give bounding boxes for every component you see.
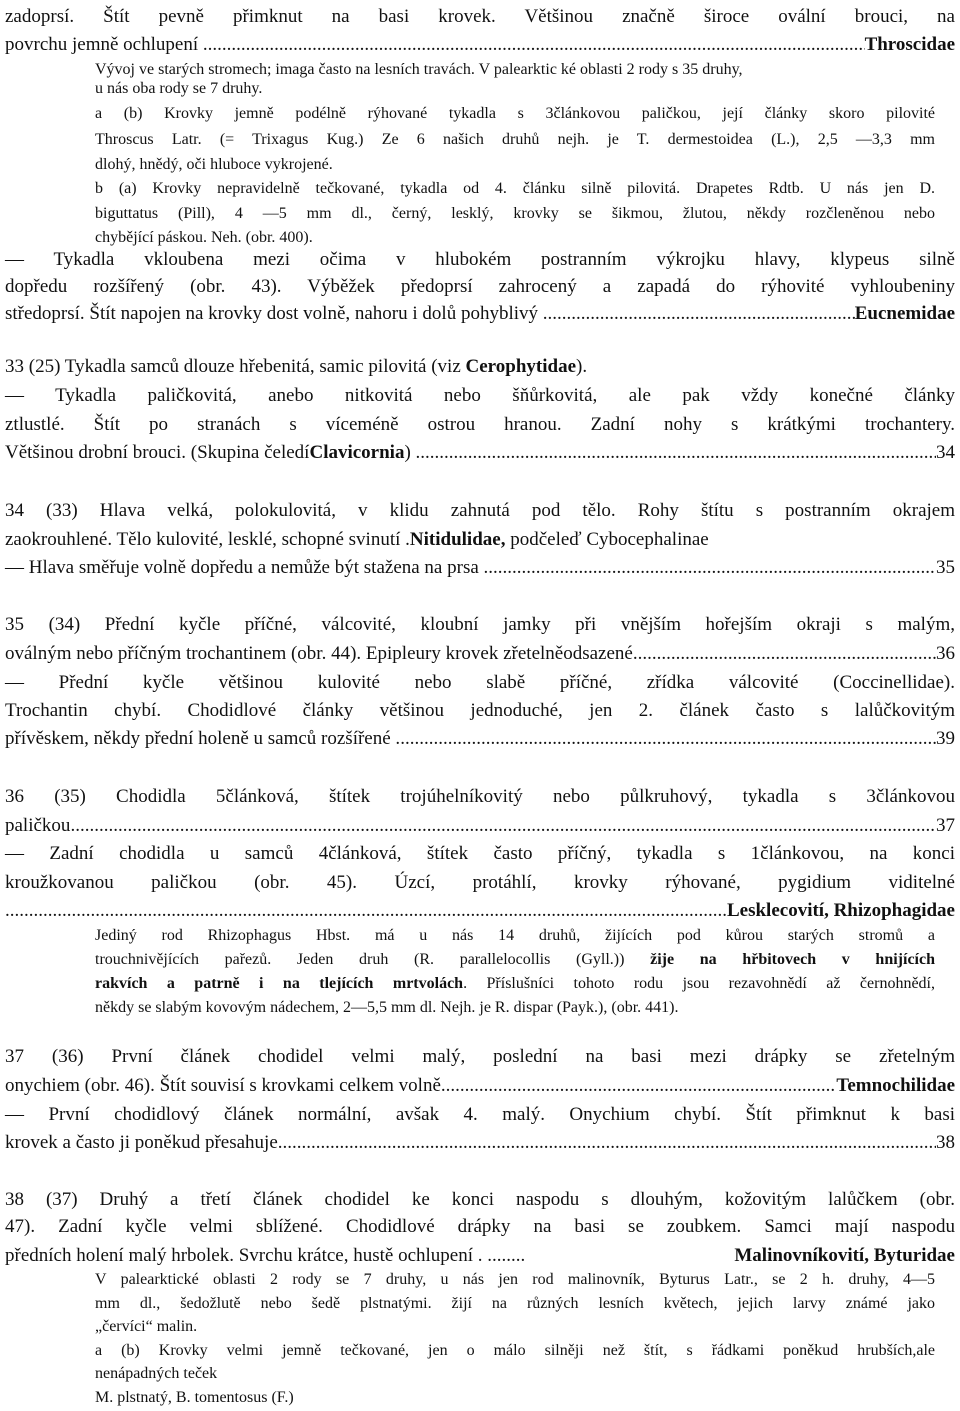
couplet-37: 37 (36) První článek chodidel velmi malý, poslední na basi mezi drápky se zřetelným [5, 1046, 955, 1067]
couplet-36: 36 (35) Chodidla 5článková, štítek trojúhelníkovitý nebo půlkruhový, tykadla s 3článkovou [5, 786, 955, 807]
note-line: biguttatus (Pill), 4 —5 mm dl., černý, lesklý, krovky se šikmou, žlutou, někdy rozčleněnou nebo [95, 205, 935, 222]
key-line-temnochilidae: onychiem (obr. 46). Štít souvisí s krovkami celkem volně ..... Temnochilidae [5, 1075, 955, 1097]
text-line: 47). Zadní kyčle velmi sblížené. Chodidlové drápky na basi se zoubkem. Samci mají naspodu [5, 1216, 955, 1237]
note-line: a (b) Krovky jemně podélně rýhované tykadla s 3článkovou paličkou, její články skoro pilovité [95, 105, 935, 122]
note-line: chybějící páskou. Neh. (obr. 400). [95, 229, 313, 246]
key-line-eucnemidae: středoprsí. Štít napojen na krovky dost volně, nahoru i dolů pohyblivý . ..... Eucnemidae [5, 303, 955, 325]
family-name: Throscidae [864, 34, 955, 55]
note-line: Jediný rod Rhizophagus Hbst. má u nás 14 druhů, žijících pod kůrou starých stromů a [95, 927, 935, 944]
family-name: Malinovníkovití, Byturidae [734, 1245, 955, 1266]
couplet-38: 38 (37) Druhý a třetí článek chodidel ke konci naspodu s dlouhým, kožovitým lalůčkem (obr. [5, 1189, 955, 1210]
note-line: b (a) Krovky nepravidelně tečkované, tykadla od 4. článku silně pilovitá. Drapetes Rdtb. U nás jen D. [95, 180, 935, 197]
group-name: Clavicornia [309, 442, 405, 463]
note-line: někdy se slabým kovovým nádechem, 2—5,5 mm dl. Nejh. je R. dispar (Payk.), (obr. 441). [95, 999, 679, 1016]
note-line: rakvích a patrně i na tlejících mrtvolách. Příslušníci tohoto rodu jsou rezavohnědí až černohnědí, [95, 975, 936, 992]
text-line: ztlustlé. Štít po stranách s víceméně ostrou hranou. Zadní nohy s krátkými trochantery. [5, 414, 955, 435]
couplet-ref: 34 [936, 442, 955, 463]
key-line-byturidae: předních holení malý hrbolek. Svrchu krátce, hustě ochlupení . ........ Malinovníkovití, Byturidae [5, 1245, 955, 1266]
key-line-39: přívěskem, někdy přední holeně u samců rozšířené . ..... 39 [5, 728, 955, 750]
text-line: zadoprsí. Štít pevně přimknut na basi krovek. Většinou značně široce ovální brouci, na [5, 6, 955, 27]
couplet-ref: 38 [936, 1132, 955, 1153]
leader-dots [633, 643, 936, 665]
note-line: mm dl., šedožlutě nebo šedě plstnatými. žijí na různých lesních květech, jejich larvy známé jako [95, 1295, 935, 1312]
leader-dots [278, 1132, 936, 1154]
note-line: Vývoj ve starých stromech; imaga často na lesních travách. V palearktic ké oblasti 2 rody s 35 druhy, [95, 61, 743, 78]
text-line: — Tykadla vkloubena mezi očima v hlubokém postranním výkrojku hlavy, klypeus silně [5, 249, 955, 270]
key-line-35: — Hlava směřuje volně dopředu a nemůže být stažena na prsa . ..... 35 [5, 557, 955, 579]
couplet-34: 34 (33) Hlava velká, polokulovitá, v klidu zahnutá pod tělo. Rohy štítu s postranním okrajem [5, 500, 955, 521]
note-line: „červíci“ malin. [95, 1318, 198, 1335]
key-line-throscidae: povrchu jemně ochlupení . ..... Throscidae [5, 34, 955, 56]
text-line: kroužkovanou paličkou (obr. 45). Úzcí, protáhlí, krovky rýhované, pygidium viditelné [5, 872, 955, 893]
text-line: — První chodidlový článek normální, avšak 4. malý. Onychium chybí. Štít přimknut k basi [5, 1104, 955, 1125]
text-line: — Přední kyčle většinou kulovité nebo slabě příčné, zřídka válcovité (Coccinellidae). [5, 672, 955, 693]
couplet-33: 33 (25) Tykadla samců dlouze hřebenitá, samic pilovitá (viz Cerophytidae). [5, 356, 588, 377]
note-line: dlohý, hnědý, oči hluboce vykrojené. [95, 156, 333, 173]
family-name: Cerophytidae [465, 356, 576, 377]
text-line: dopředu rozšířený (obr. 43). Výběžek předoprsí zahrocený a zapadá do rýhovité vyhloubeniny [5, 276, 955, 297]
text-line: — Tykadla paličkovitá, anebo nitkovitá nebo šňůrkovitá, ale pak vždy konečné články [5, 385, 955, 406]
note-line: M. plstnatý, B. tomentosus (F.) [95, 1389, 294, 1406]
family-name: Temnochilidae [836, 1075, 955, 1096]
text-line: — Zadní chodidla u samců 4článková, štítek často příčný, tykadla s 1článkovou, na konci [5, 843, 955, 864]
couplet-ref: 35 [936, 557, 955, 578]
key-line-34: Většinou drobní brouci. (Skupina čeledí Clavicornia ) . ..... 34 [5, 442, 955, 464]
note-line: u nás oba rody se 7 druhy. [95, 80, 263, 97]
note-line: a (b) Krovky velmi jemně tečkované, jen o málo silněji než štít, s řádkami poněkud hrubších,ale [95, 1342, 935, 1359]
couplet-ref: 39 [936, 728, 955, 749]
note-line: trouchnivějících pařezů. Jeden druh (R. parallelocollis (Gyll.)) žije na hřbitovech v hnijících [95, 951, 935, 968]
leader-dots [420, 442, 936, 464]
note-line: nenápadných teček [95, 1365, 218, 1382]
couplet-35: 35 (34) Přední kyčle příčné, válcovité, kloubní jamky při vnějším hořejším okraji s malým, [5, 614, 955, 635]
leader-dots [441, 1075, 837, 1097]
family-name: Lesklecovití, Rhizophagidae [726, 900, 955, 921]
key-line-rhizophagidae: . ..... Lesklecovití, Rhizophagidae [5, 900, 955, 922]
leader-dots [488, 557, 936, 579]
leader-dots [10, 900, 727, 922]
couplet-ref: 36 [936, 643, 955, 664]
key-line-36: oválným nebo příčným trochantinem (obr. 44). Epipleury krovek zřetelněodsazené ..... 36 [5, 643, 955, 665]
couplet-ref: 37 [936, 815, 955, 836]
leader-dots [208, 34, 865, 56]
leader-dots [400, 728, 936, 750]
text-line: zaokrouhlené. Tělo kulovité, lesklé, schopné svinutí .Nitidulidae, podčeleď Cybocephalinae [5, 529, 709, 550]
leader-dots [70, 815, 936, 837]
text-line: Trochantin chybí. Chodidlové články většinou jednoduché, jen 2. článek často s lalůčkovitým [5, 700, 955, 721]
family-name: Eucnemidae [854, 303, 955, 324]
leader-dots [548, 303, 855, 325]
family-name: Nitidulidae, [409, 529, 506, 550]
key-line-37: paličkou ..... 37 [5, 815, 955, 837]
note-line: Throscus Latr. (= Trixagus Kug.) Ze 6 našich druhů nejh. je T. dermestoidea (L.), 2,5 —3,3 mm [95, 131, 935, 148]
note-line: V palearktické oblasti 2 rody se 7 druhy, u nás jen rod malinovník, Byturus Latr., se 2 h. druhy, 4—5 [95, 1271, 935, 1288]
key-line-38: krovek a často ji poněkud přesahuje ..... 38 [5, 1132, 955, 1154]
